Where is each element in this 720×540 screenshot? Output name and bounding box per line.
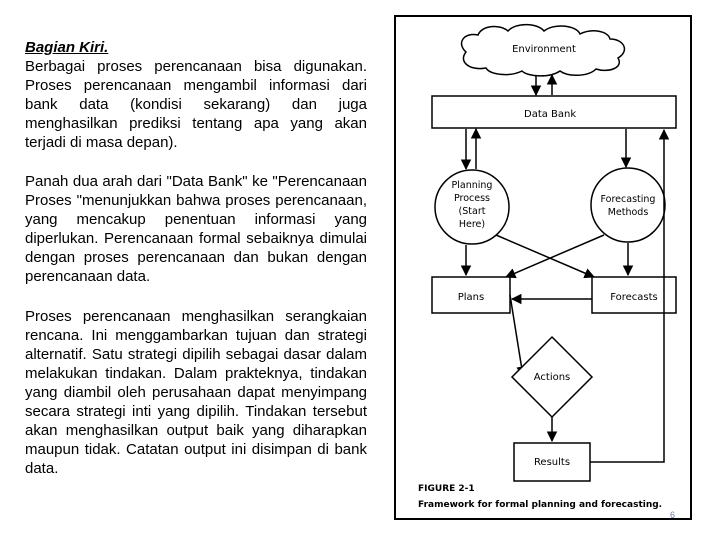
forecasting-methods-line-1: Forecasting [600, 194, 656, 205]
paragraph-1: Berbagai proses perencanaan bisa digunakan. Proses perencanaan mengambil informasi dari bank data (kondisi sekarang) dan juga menghasilkan prediksi tentang apa yang akan terjadi di masa depan). [25, 58, 367, 151]
section-heading: Bagian Kiri. [25, 39, 109, 56]
planning-process-line-3: (Start [458, 206, 486, 217]
forecasting-methods-line-2: Methods [607, 207, 649, 218]
figure-frame [394, 15, 692, 520]
planning-process-line-2: Process [453, 193, 491, 204]
paragraph-3: Proses perencanaan menghasilkan serangkaian rencana. Ini menggambarkan tujuan dan strategi alternatif. Satu strategi dipilih sebagai dasar dalam melakukan tindakan. Dalam prakteknya, tindakan yang diambil oleh perusahaan dapat menyimpang secara strategi inti yang dipilih. Tindakan tersebut akan menghasilkan output baik yang diharapkan maupun tidak. Catatan output ini disimpan di bank data. [25, 308, 367, 477]
planning-process-line-1: Planning [451, 180, 493, 191]
figure-caption-text: Framework for formal planning and forecasting. [418, 500, 663, 510]
left-text-column [25, 38, 367, 478]
results-label: Results [533, 457, 571, 468]
framework-diagram [396, 17, 690, 518]
environment-label: Environment [512, 44, 576, 55]
planning-process-line-4: Here) [458, 219, 486, 230]
paragraph-2: Panah dua arah dari "Data Bank" ke "Perencanaan Proses "menunjukkan bahwa proses perencanaan, yang mencakup penentuan informasi yang diperlukan. Perencanaan formal sebaiknya dimulai dengan proses perencanaan dan bukan dengan perencanaan data. [25, 173, 367, 285]
arrow-forecasting-to-plans [506, 235, 604, 277]
plans-label: Plans [457, 292, 485, 303]
arrow-planning-to-forecasts [496, 235, 594, 277]
figure-caption-label: FIGURE 2-1 [418, 484, 475, 494]
arrow-plans-to-actions [510, 295, 523, 376]
slide-number: 6 [670, 510, 676, 520]
forecasts-label: Forecasts [610, 292, 658, 303]
data-bank-label: Data Bank [524, 109, 577, 120]
forecasting-methods-circle [591, 168, 665, 242]
actions-label: Actions [533, 372, 571, 383]
